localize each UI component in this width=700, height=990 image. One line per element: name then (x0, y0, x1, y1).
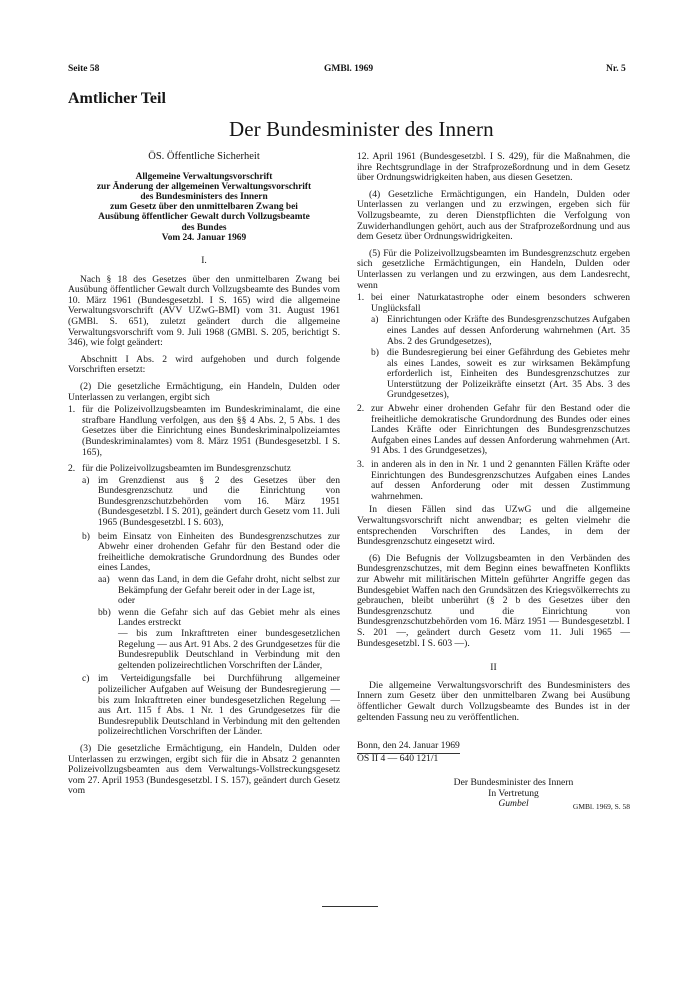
title-line: zum Gesetz über den unmittelbaren Zwang bei (110, 202, 298, 213)
list-item (68, 464, 340, 475)
part-ii-paragraph: Die allgemeine Verwaltungsvorschrift des Bundesministers des Innern zum Gesetz über den unmittelbaren Zwang bei Ausübung öffentlicher Gewalt durch Vollzugsbeamte des Bundes ist in der geltenden Fassung neu zu veröffentlichen. (357, 679, 630, 723)
paragraph-5-note: In diesen Fällen sind das UZwG und die allgemeine Verwaltungsvorschrift nicht anwendbar; es gelten vielmehr die entsprechenden Vorschriften des Landes, in dem der Bundesgrenzschutz eingesetzt wird. (357, 504, 630, 548)
list-text: Einrichtungen oder Kräfte des Bundesgrenzschutzes Aufgaben eines Landes auf dessen Anforderung wahrnehmen (Art. 35 Abs. 2 des Grundgesetzes), (387, 314, 630, 347)
intro-paragraph: Nach § 18 des Gesetzes über den unmittelbaren Zwang bei Ausübung öffentlicher Gewalt durch Vollzugsbeamte des Bundes vom 10. März 1961 (Bundesgesetzbl. I S. 165) wird die allgemeine Verwaltungsvorschrift (AVV UZwG-BMI) vom 31. August 1961 (GMBl. S. 651), zuletzt geändert durch die allgemeine Verwaltungsvorschrift vom 9. Juli 1968 (GMBl. S. 205, berichtigt S. 346), wie folgt geändert: (68, 273, 340, 349)
title-date: Vom 24. Januar 1969 (161, 232, 247, 243)
list-item (371, 348, 630, 401)
category: ÖS. Öffentliche Sicherheit (148, 151, 260, 162)
change-paragraph: Abschnitt I Abs. 2 wird aufgehoben und durch folgende Vorschriften ersetzt: (68, 353, 340, 376)
signatory-authority: Der Bundesminister des Innern (453, 777, 574, 789)
list-item (82, 674, 340, 738)
title-line: Ausübung öffentlicher Gewalt durch Vollzugsbeamte (98, 212, 310, 223)
ministry-title: Der Bundesminister des Innern (229, 117, 494, 141)
list-item (357, 293, 630, 314)
list-item (98, 608, 340, 672)
place-date: Bonn, den 24. Januar 1969 (357, 741, 460, 754)
title-line: des Bundes (181, 222, 227, 233)
header-issue: Nr. 5 (606, 64, 626, 74)
publication-reference: GMBl. 1969, S. 58 (572, 802, 630, 812)
file-reference: ÖS II 4 — 640 121/1 (357, 752, 439, 764)
part-heading: I. (201, 255, 207, 267)
signatory-capacity: In Vertretung (488, 787, 539, 799)
list-item (82, 532, 340, 574)
list-marker: c) (82, 673, 90, 685)
title-line: zur Änderung der allgemeinen Verwaltungsvorschrift (96, 181, 312, 192)
list-text: zur Abwehr einer drohenden Gefahr für den Bestand oder die freiheitliche demokratische Grundordnung des Bundes oder eines Landes Kräfte oder Einrichtungen des Bundesgrenzschutzes Aufgaben eines Landes auf dessen Anforderung wahrnehmen (Art. 91 Abs. 1 des Grundgesetzes), (371, 403, 630, 457)
paragraph-2: (2) Die gesetzliche Ermächtigung, ein Handeln, Dulden oder Unterlassen zu verlangen, ergibt sich (68, 380, 340, 403)
list-item (68, 405, 340, 458)
section-title: Amtlicher Teil (68, 90, 166, 107)
list-item-body (118, 575, 340, 607)
right-column (357, 152, 630, 813)
list-text: im Grenzdienst aus § 2 des Gesetzes über den Bundesgrenzschutz und die Einrichtung von Bundesgrenzschutzbehörden vom 16. März 1951 (Bundesgesetzbl. I S. 201), geändert durch Gesetz vom 11. Juli 1965 (Bundesgesetzbl. I S. 603), (98, 474, 340, 529)
header-journal: GMBl. 1969 (324, 64, 374, 74)
list-item (371, 315, 630, 347)
signatory-name: Gumbel (498, 798, 529, 810)
list-marker: bb) (98, 606, 111, 618)
continuation-paragraph: 12. April 1961 (Bundesgesetzbl. I S. 429), für die Maßnahmen, die ihre Rechtsgrundlage in der Strafprozeßordnung und in dem Gesetz über Ordnungswidrigkeiten haben, aus diesen Gesetzen. (357, 151, 630, 184)
header-page: Seite 58 (68, 64, 100, 74)
title-line: des Bundesministers des Innern (140, 192, 268, 202)
list-marker: a) (82, 474, 90, 486)
list-text: in anderen als in den in Nr. 1 und 2 genannten Fällen Kräfte oder Einrichtungen des Bundesgrenzschutzes Aufgaben eines Landes auf dessen Anforderung oder mit dessen Zustimmung wahrnehmen. (371, 459, 630, 502)
list-item (357, 460, 630, 502)
title-line: Allgemeine Verwaltungsvorschrift (135, 171, 273, 182)
list-item (82, 476, 340, 529)
end-rule (322, 906, 378, 907)
list-continuation: — bis zum Inkrafttreten einer bundesgesetzlichen Regelung — aus Art. 91 Abs. 2 des Grundgesetzes für die Bundesrepublik Deutschland in Verbindung mit den geltenden polizeirechtlichen Vorschriften der Länder, (118, 628, 340, 671)
list-marker: b) (371, 347, 379, 359)
part-heading: II (490, 662, 497, 674)
list-text: beim Einsatz von Einheiten des Bundesgrenzschutzes zur Abwehr einer drohenden Gefahr für den Bestand oder die freiheitliche demokratische Grundordnung des Bundes oder eines Landes, (98, 530, 340, 574)
list-text: im Verteidigungsfalle bei Durchführung allgemeiner polizeilicher Aufgaben auf Weisung der Bundesregierung — bis zum Inkrafttreten einer bundesgesetzlichen Regelung — aus Art. 115 f Abs. 1 Nr. 1 des Grundgesetzes für die Bundesrepublik Deutschland in Verbindung mit den geltenden polizeirechtlichen Vorschriften der Länder. (98, 673, 340, 738)
left-column (68, 152, 340, 803)
list-text: bei einer Naturkatastrophe oder einem besonders schweren Unglücksfall (371, 292, 630, 314)
list-text: wenn die Gefahr sich auf das Gebiet mehr als eines Landes erstreckt (118, 606, 340, 629)
list-marker: 2. (68, 463, 76, 475)
list-item (357, 404, 630, 457)
list-marker: a) (371, 314, 379, 326)
list-marker: aa) (98, 574, 110, 586)
list-marker: 3. (357, 459, 365, 471)
paragraph-6: (6) Die Befugnis der Vollzugsbeamten in den Verbänden des Bundesgrenzschutzes, mit dem Beginn eines bewaffneten Konflikts zur Abwehr mit militärischen Mitteln geführter Angriffe gegen das Bundesgebiet Waffen nach den Grundsätzen des Kriegsvölkerrechts zu gebrauchen, bleibt unberührt (§ 2 b des Gesetzes über den Bundesgrenzschutz und die Einrichtung von Bundesgrenzschutzbehörden vom 16. März 1951 — Bundesgesetzbl. I S. 201 —, geändert durch Gesetz vom 11. Juli 1965 — Bundesgesetzbl. I S. 603 —). (357, 552, 630, 649)
list-text: für die Polizeivollzugsbeamten im Bundeskriminalamt, die eine strafbare Handlung verfolgen, aus den §§ 4 Abs. 2, 5 Abs. 1 des Gesetzes über die Einrichtung eines Bundeskriminalpolizeiamtes (Bundeskriminalamtes) vom 8. März 1951 (Bundesgesetzbl. I S. 165), (82, 404, 340, 458)
list-conjunction: oder (118, 595, 136, 607)
list-marker: 2. (357, 403, 365, 415)
paragraph-5: (5) Für die Polizeivollzugsbeamten im Bundesgrenzschutz ergeben sich gesetzliche Ermächtigungen, ein Handeln, Dulden oder Unterlassen zu verlangen und zu erzwingen, aus dem Landesrecht, wenn (357, 247, 630, 291)
list-marker: 1. (68, 404, 76, 416)
list-text: für die Polizeivollzugsbeamten im Bundesgrenzschutz (82, 463, 291, 475)
list-marker: 1. (357, 292, 365, 304)
list-item (98, 575, 340, 607)
paragraph-3: (3) Die gesetzliche Ermächtigung, ein Handeln, Dulden oder Unterlassen zu erzwingen, ergibt sich für die in Absatz 2 genannten Polizeivollzugsbeamten aus dem Verwaltungs-Vollstreckungsgesetz vom 27. April 1953 (Bundesgesetzbl. I S. 157), geändert durch Gesetz vom (68, 742, 340, 797)
list-text: wenn das Land, in dem die Gefahr droht, nicht selbst zur Bekämpfung der Gefahr bereit oder in der Lage ist, (118, 574, 340, 596)
list-text: die Bundesregierung bei einer Gefährdung des Gebietes mehr als eines Landes, soweit es zur wirksamen Bekämpfung erforderlich ist, Einheiten des Bundesgrenzschutzes zur Unterstützung der Polizeikräfte einsetzt (Art. 35 Abs. 3 des Grundgesetzes), (387, 347, 630, 401)
regulation-title (68, 172, 340, 243)
paragraph-4: (4) Gesetzliche Ermächtigungen, ein Handeln, Dulden oder Unterlassen zu verlangen und zu erzwingen, ergeben sich für Vollzugsbeamte, zu deren Dienstpflichten die Verfolgung von Zuwiderhandlungen gehört, auch aus der Strafprozeßordnung und aus dem Gesetz über Ordnungswidrigkeiten. (357, 188, 630, 243)
list-item-body (118, 608, 340, 672)
list-marker: b) (82, 530, 90, 542)
